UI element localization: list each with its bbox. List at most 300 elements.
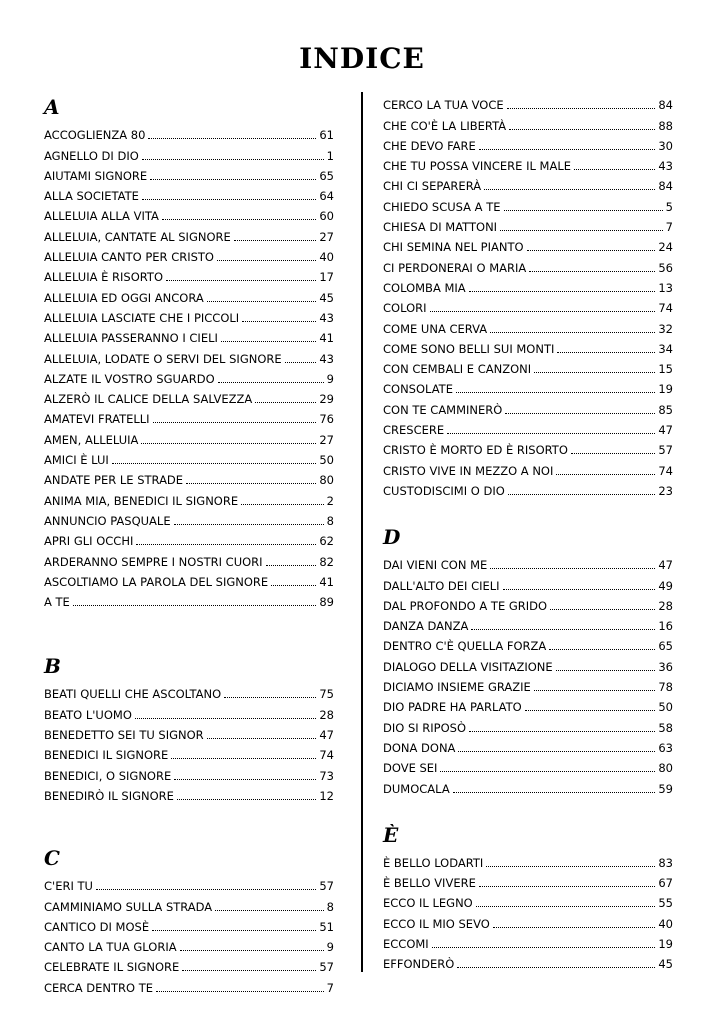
- dot-leader: [153, 422, 317, 423]
- entry-title: ALLELUIA, LODATE O SERVI DEL SIGNORE: [44, 351, 282, 366]
- page-title: INDICE: [299, 42, 425, 75]
- dot-leader: [457, 967, 655, 968]
- entry-title: BEATO L'UOMO: [44, 707, 132, 722]
- entry-title: ANIMA MIA, BENEDICI IL SIGNORE: [44, 493, 239, 508]
- dot-leader: [141, 443, 316, 444]
- index-entry: [383, 890, 673, 910]
- index-entry: [383, 376, 673, 396]
- entry-title: BENEDICI IL SIGNORE: [44, 748, 169, 763]
- dot-leader: [556, 474, 655, 475]
- index-entry: [44, 305, 334, 325]
- index-entry: [383, 755, 673, 775]
- entry-title: CHIESA DI MATTONI: [383, 220, 498, 235]
- index-entry: [383, 850, 673, 870]
- left-column: [44, 92, 334, 995]
- entry-title: CRESCERE: [383, 423, 445, 438]
- index-entry: [383, 153, 673, 173]
- dot-leader: [456, 392, 655, 393]
- entry-title: CHE TU POSSA VINCERE IL MALE: [383, 159, 572, 174]
- dot-leader: [217, 260, 316, 261]
- section-letter: È: [383, 822, 399, 847]
- index-entry: [44, 569, 334, 589]
- entry-title: COLORI: [383, 301, 427, 316]
- index-entry: [44, 366, 334, 386]
- index-entry: [383, 437, 673, 457]
- section-letter: D: [383, 524, 401, 549]
- index-section: [383, 92, 673, 498]
- section-letter: A: [44, 95, 60, 119]
- entry-page: 57: [658, 443, 673, 458]
- entry-page: 19: [658, 382, 673, 397]
- dot-leader: [142, 159, 324, 160]
- dot-leader: [241, 504, 324, 505]
- entry-title: ARDERANNO SEMPRE I NOSTRI CUORI: [44, 554, 263, 569]
- entry-page: 73: [319, 768, 334, 783]
- index-entry: [44, 284, 334, 304]
- index-entry: [383, 870, 673, 890]
- entry-page: 51: [319, 919, 334, 934]
- dot-leader: [556, 670, 656, 671]
- entry-title: ACCOGLIENZA 80: [44, 128, 146, 143]
- entry-title: ALZERÒ IL CALICE DELLA SALVEZZA: [44, 392, 253, 407]
- entry-title: DUMOCALA: [383, 781, 450, 796]
- index-entry: [44, 783, 334, 803]
- index-entry: [383, 254, 673, 274]
- entry-title: ALLELUIA CANTO PER CRISTO: [44, 250, 214, 265]
- entry-page: 43: [319, 351, 334, 366]
- entry-page: 74: [658, 463, 673, 478]
- entry-page: 1: [326, 148, 334, 163]
- dot-leader: [504, 210, 663, 211]
- entry-title: CANTO LA TUA GLORIA: [44, 940, 177, 955]
- entry-page: 23: [658, 483, 673, 498]
- entry-page: 28: [658, 598, 673, 613]
- entry-page: 84: [658, 98, 673, 113]
- entry-page: 15: [658, 362, 673, 377]
- entry-title: ALLELUIA, CANTATE AL SIGNORE: [44, 229, 231, 244]
- index-entry: [383, 931, 673, 951]
- dot-leader: [525, 710, 656, 711]
- entry-page: 43: [658, 159, 673, 174]
- dot-leader: [266, 565, 317, 566]
- entry-title: ASCOLTIAMO LA PAROLA DEL SIGNORE: [44, 574, 269, 589]
- entry-page: 45: [658, 957, 673, 972]
- index-section: [383, 820, 673, 972]
- entry-title: CERCO LA TUA VOCE: [383, 98, 504, 113]
- index-entry: [44, 589, 334, 609]
- entry-title: CAMMINIAMO SULLA STRADA: [44, 899, 213, 914]
- entry-page: 27: [319, 432, 334, 447]
- dot-leader: [557, 352, 655, 353]
- entry-title: DOVE SEI: [383, 761, 438, 776]
- dot-leader: [476, 906, 656, 907]
- index-entry: [383, 336, 673, 356]
- entry-title: ALLELUIA LASCIATE CHE I PICCOLI: [44, 310, 240, 325]
- dot-leader: [73, 605, 317, 606]
- entry-page: 9: [326, 940, 334, 955]
- index-entry: [44, 681, 334, 701]
- entry-page: 43: [319, 310, 334, 325]
- dot-leader: [215, 910, 323, 911]
- entry-title: COME UNA CERVA: [383, 321, 488, 336]
- index-entry: [383, 674, 673, 694]
- index-entry: [44, 122, 334, 142]
- entry-page: 28: [319, 707, 334, 722]
- index-entry: [44, 163, 334, 183]
- index-entry: [44, 325, 334, 345]
- entry-page: 41: [319, 574, 334, 589]
- dot-leader: [469, 291, 656, 292]
- entry-title: DAL PROFONDO A TE GRIDO: [383, 598, 548, 613]
- entry-page: 30: [658, 138, 673, 153]
- entry-title: APRI GLI OCCHI: [44, 534, 134, 549]
- entry-title: ECCO IL MIO SEVO: [383, 916, 490, 931]
- dot-leader: [534, 690, 656, 691]
- dot-leader: [136, 544, 316, 545]
- index-entry: [383, 133, 673, 153]
- dot-leader: [471, 629, 655, 630]
- dot-leader: [112, 463, 317, 464]
- entry-title: COME SONO BELLI SUI MONTI: [383, 341, 555, 356]
- dot-leader: [432, 947, 656, 948]
- entry-page: 50: [658, 700, 673, 715]
- entry-page: 7: [665, 220, 673, 235]
- entry-title: ALZATE IL VOSTRO SGUARDO: [44, 371, 215, 386]
- entry-title: CHI CI SEPARERÀ: [383, 179, 482, 194]
- entry-page: 47: [319, 728, 334, 743]
- index-entry: [383, 735, 673, 755]
- index-entry: [44, 244, 334, 264]
- entry-page: 58: [658, 720, 673, 735]
- index-entry: [44, 742, 334, 762]
- dot-leader: [221, 341, 316, 342]
- dot-leader: [142, 199, 316, 200]
- entry-page: 41: [319, 331, 334, 346]
- entry-page: 34: [658, 341, 673, 356]
- entry-title: CON CEMBALI E CANZONI: [383, 362, 532, 377]
- entry-title: È BELLO VIVERE: [383, 876, 476, 891]
- dot-leader: [490, 332, 655, 333]
- entry-page: 60: [319, 209, 334, 224]
- entry-page: 8: [326, 899, 334, 914]
- entry-page: 49: [658, 578, 673, 593]
- dot-leader: [571, 453, 655, 454]
- dot-leader: [234, 240, 317, 241]
- entry-page: 7: [326, 980, 334, 995]
- dot-leader: [182, 970, 316, 971]
- dot-leader: [430, 311, 656, 312]
- entry-page: 74: [658, 301, 673, 316]
- entry-page: 65: [319, 168, 334, 183]
- entry-title: CERCA DENTRO TE: [44, 980, 154, 995]
- dot-leader: [224, 697, 316, 698]
- index-entry: [383, 396, 673, 416]
- entry-title: AMEN, ALLELUIA: [44, 432, 139, 447]
- entry-page: 55: [658, 896, 673, 911]
- index-entry: [383, 694, 673, 714]
- index-section: [44, 843, 334, 995]
- dot-leader: [150, 179, 316, 180]
- entry-title: AMICI È LUI: [44, 453, 109, 468]
- entry-page: 82: [319, 554, 334, 569]
- dot-leader: [207, 301, 317, 302]
- entry-title: DIO SI RIPOSÒ: [383, 720, 467, 735]
- index-section: [44, 92, 334, 609]
- dot-leader: [527, 250, 656, 251]
- entry-title: BENEDETTO SEI TU SIGNOR: [44, 728, 204, 743]
- dot-leader: [174, 779, 316, 780]
- index-entry: [44, 722, 334, 742]
- index-entry: [44, 487, 334, 507]
- index-entry: [44, 183, 334, 203]
- entry-title: CANTICO DI MOSÈ: [44, 919, 150, 934]
- index-entry: [44, 974, 334, 994]
- entry-page: 13: [658, 280, 673, 295]
- entry-title: C'ERI TU: [44, 879, 93, 894]
- entry-title: ANDATE PER LE STRADE: [44, 473, 184, 488]
- entry-page: 59: [658, 781, 673, 796]
- entry-title: DIALOGO DELLA VISITAZIONE: [383, 659, 553, 674]
- entry-title: CRISTO VIVE IN MEZZO A NOI: [383, 463, 554, 478]
- entry-page: 50: [319, 453, 334, 468]
- entry-page: 74: [319, 748, 334, 763]
- dot-leader: [509, 129, 655, 130]
- index-entry: [44, 386, 334, 406]
- index-entry: [44, 701, 334, 721]
- dot-leader: [534, 372, 655, 373]
- entry-title: BENEDICI, O SIGNORE: [44, 768, 172, 783]
- entry-page: 9: [326, 371, 334, 386]
- index-section: [44, 651, 334, 803]
- entry-title: COLOMBA MIA: [383, 280, 466, 295]
- index-entry: [383, 92, 673, 112]
- entry-title: DENTRO C'È QUELLA FORZA: [383, 639, 547, 654]
- dot-leader: [529, 271, 655, 272]
- entry-title: CHI SEMINA NEL PIANTO: [383, 240, 524, 255]
- entry-title: ALLELUIA ED OGGI ANCORA: [44, 290, 204, 305]
- dot-leader: [486, 866, 655, 867]
- dot-leader: [469, 731, 655, 732]
- entry-page: 36: [658, 659, 673, 674]
- entry-title: DANZA DANZA: [383, 619, 469, 634]
- dot-leader: [484, 189, 655, 190]
- entry-title: DICIAMO INSIEME GRAZIE: [383, 680, 531, 695]
- index-entry: [383, 572, 673, 592]
- index-entry: [383, 315, 673, 335]
- index-entry: [44, 345, 334, 365]
- entry-title: DONA DONA: [383, 740, 456, 755]
- entry-title: CHE DEVO FARE: [383, 138, 476, 153]
- index-entry: [383, 234, 673, 254]
- entry-title: CELEBRATE IL SIGNORE: [44, 960, 180, 975]
- index-entry: [44, 914, 334, 934]
- entry-page: 65: [658, 639, 673, 654]
- entry-page: 19: [658, 936, 673, 951]
- entry-page: 64: [319, 189, 334, 204]
- dot-leader: [156, 991, 324, 992]
- entry-page: 75: [319, 687, 334, 702]
- entry-title: ECCO IL LEGNO: [383, 896, 473, 911]
- dot-leader: [458, 751, 655, 752]
- entry-title: A TE: [44, 595, 70, 610]
- entry-page: 47: [658, 423, 673, 438]
- index-entry: [383, 275, 673, 295]
- entry-page: 61: [319, 128, 334, 143]
- entry-page: 2: [326, 493, 334, 508]
- dot-leader: [242, 321, 316, 322]
- entry-title: AMATEVI FRATELLI: [44, 412, 150, 427]
- dot-leader: [493, 927, 656, 928]
- dot-leader: [447, 433, 655, 434]
- entry-page: 78: [658, 680, 673, 695]
- index-entry: [44, 508, 334, 528]
- entry-page: 8: [326, 513, 334, 528]
- dot-leader: [440, 771, 655, 772]
- entry-title: DIO PADRE HA PARLATO: [383, 700, 522, 715]
- entry-page: 45: [319, 290, 334, 305]
- index-entry: [383, 112, 673, 132]
- entry-page: 57: [319, 960, 334, 975]
- index-entry: [44, 954, 334, 974]
- entry-title: CON TE CAMMINERÒ: [383, 402, 503, 417]
- index-entry: [383, 193, 673, 213]
- index-section: [383, 522, 673, 796]
- entry-page: 67: [658, 876, 673, 891]
- entry-page: 24: [658, 240, 673, 255]
- entry-page: 29: [319, 392, 334, 407]
- entry-title: CHE CO'È LA LIBERTÀ: [383, 118, 507, 133]
- dot-leader: [135, 718, 316, 719]
- index-entry: [383, 910, 673, 930]
- column-divider: [361, 92, 363, 972]
- entry-page: 62: [319, 534, 334, 549]
- dot-leader: [507, 108, 656, 109]
- index-entry: [44, 934, 334, 954]
- index-entry: [383, 356, 673, 376]
- index-entry: [44, 548, 334, 568]
- dot-leader: [207, 738, 317, 739]
- entry-page: 76: [319, 412, 334, 427]
- index-entry: [383, 653, 673, 673]
- entry-page: 27: [319, 229, 334, 244]
- index-entry: [44, 406, 334, 426]
- entry-title: CRISTO È MORTO ED È RISORTO: [383, 443, 568, 458]
- entry-title: BENEDIRÒ IL SIGNORE: [44, 788, 174, 803]
- entry-title: ECCOMI: [383, 936, 429, 951]
- dot-leader: [500, 230, 663, 231]
- index-entry: [44, 203, 334, 223]
- entry-page: 12: [319, 788, 334, 803]
- dot-leader: [574, 169, 655, 170]
- dot-leader: [152, 930, 316, 931]
- entry-page: 40: [319, 250, 334, 265]
- dot-leader: [255, 402, 316, 403]
- dot-leader: [162, 219, 317, 220]
- entry-title: EFFONDERÒ: [383, 957, 455, 972]
- entry-title: È BELLO LODARTI: [383, 855, 484, 870]
- dot-leader: [505, 413, 655, 414]
- entry-page: 85: [658, 402, 673, 417]
- index-entry: [383, 478, 673, 498]
- dot-leader: [186, 483, 316, 484]
- dot-leader: [218, 382, 324, 383]
- entry-page: 88: [658, 118, 673, 133]
- dot-leader: [508, 494, 656, 495]
- dot-leader: [453, 792, 656, 793]
- entry-title: CONSOLATE: [383, 382, 453, 397]
- index-entry: [383, 613, 673, 633]
- index-entry: [383, 457, 673, 477]
- index-entry: [383, 714, 673, 734]
- entry-page: 17: [319, 270, 334, 285]
- index-entry: [44, 873, 334, 893]
- index-entry: [44, 426, 334, 446]
- entry-page: 80: [319, 473, 334, 488]
- index-entry: [44, 223, 334, 243]
- section-letter: B: [44, 654, 61, 679]
- index-entry: [44, 762, 334, 782]
- dot-leader: [171, 758, 316, 759]
- dot-leader: [271, 585, 316, 586]
- entry-page: 57: [319, 879, 334, 894]
- entry-title: CHIEDO SCUSA A TE: [383, 199, 501, 214]
- index-entry: [44, 893, 334, 913]
- section-letter: C: [44, 845, 60, 870]
- index-entry: [383, 593, 673, 613]
- entry-page: 16: [658, 619, 673, 634]
- dot-leader: [479, 149, 656, 150]
- entry-page: 47: [658, 558, 673, 573]
- entry-title: DALL'ALTO DEI CIELI: [383, 578, 500, 593]
- right-column: [383, 92, 673, 971]
- entry-page: 80: [658, 761, 673, 776]
- dot-leader: [166, 280, 316, 281]
- entry-page: 32: [658, 321, 673, 336]
- dot-leader: [96, 889, 316, 890]
- entry-title: ALLA SOCIETATE: [44, 189, 139, 204]
- dot-leader: [180, 950, 324, 951]
- dot-leader: [490, 568, 655, 569]
- index-entry: [383, 417, 673, 437]
- index-entry: [383, 951, 673, 971]
- entry-title: BEATI QUELLI CHE ASCOLTANO: [44, 687, 222, 702]
- dot-leader: [479, 886, 656, 887]
- entry-page: 89: [319, 595, 334, 610]
- index-entry: [44, 142, 334, 162]
- index-entry: [383, 214, 673, 234]
- entry-title: AIUTAMI SIGNORE: [44, 168, 148, 183]
- entry-page: 40: [658, 916, 673, 931]
- index-entry: [383, 552, 673, 572]
- entry-title: AGNELLO DI DIO: [44, 148, 139, 163]
- dot-leader: [177, 799, 316, 800]
- index-entry: [383, 633, 673, 653]
- dot-leader: [148, 138, 316, 139]
- index-entry: [383, 173, 673, 193]
- entry-page: 5: [665, 199, 673, 214]
- dot-leader: [550, 609, 655, 610]
- entry-title: ALLELUIA ALLA VITA: [44, 209, 159, 224]
- entry-page: 56: [658, 260, 673, 275]
- index-entry: [44, 467, 334, 487]
- index-entry: [44, 447, 334, 467]
- entry-title: CI PERDONERAI O MARIA: [383, 260, 527, 275]
- entry-title: DAI VIENI CON ME: [383, 558, 488, 573]
- index-entry: [383, 775, 673, 795]
- entry-title: ALLELUIA È RISORTO: [44, 270, 163, 285]
- index-entry: [44, 528, 334, 548]
- index-entry: [383, 295, 673, 315]
